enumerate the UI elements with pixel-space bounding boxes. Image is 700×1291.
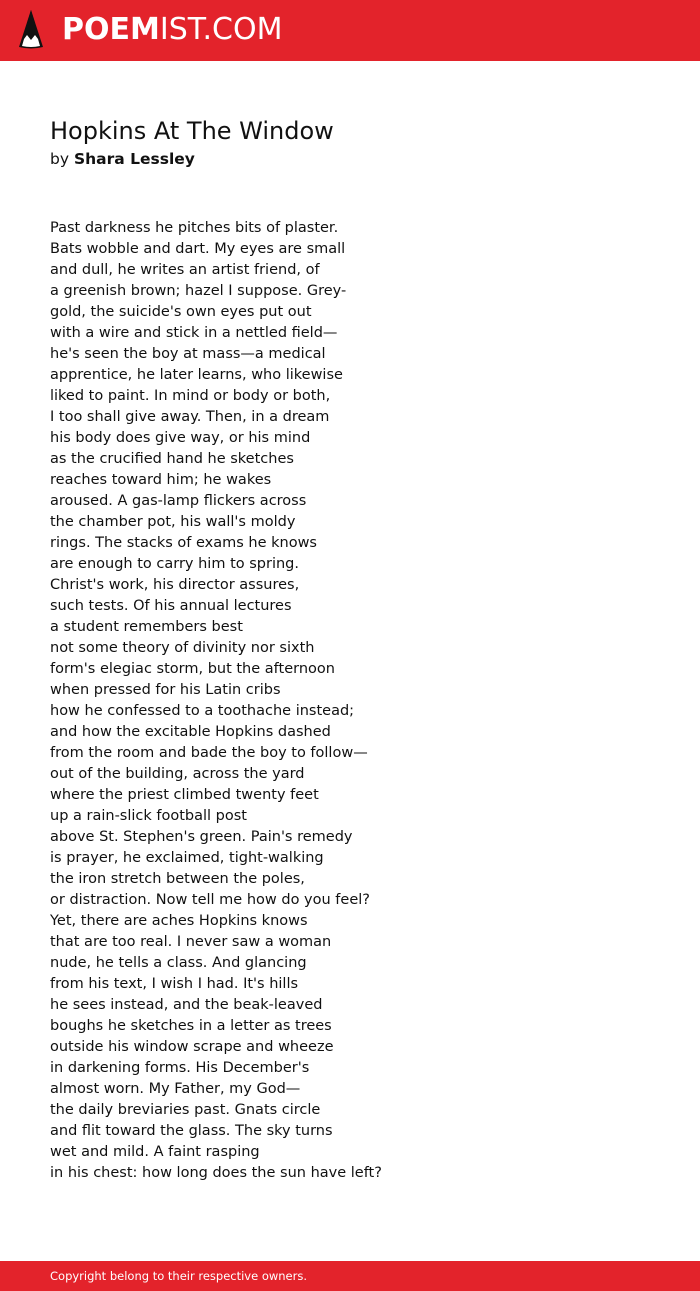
poem-line: the iron stretch between the poles, xyxy=(50,871,305,887)
poem-line: how he confessed to a toothache instead; xyxy=(50,703,355,719)
poem-line: in his chest: how long does the sun have left? xyxy=(50,1165,382,1181)
poem-line: form's elegiac storm, but the afternoon xyxy=(50,661,335,677)
poem-line: from the room and bade the boy to follow— xyxy=(50,745,368,761)
poem-line: that are too real. I never saw a woman xyxy=(50,934,332,950)
poem-line: from his text, I wish I had. It's hills xyxy=(50,976,299,992)
poem-line: gold, the suicide's own eyes put out xyxy=(50,304,312,320)
byline xyxy=(50,149,195,169)
poem-line: Past darkness he pitches bits of plaster. xyxy=(50,220,339,236)
poem-line: and how the excitable Hopkins dashed xyxy=(50,724,331,740)
site-logo[interactable] xyxy=(62,12,282,48)
poem-line: out of the building, across the yard xyxy=(50,766,305,782)
poem-line: in darkening forms. His December's xyxy=(50,1060,310,1076)
poem-line: when pressed for his Latin cribs xyxy=(50,682,281,698)
poem-line: Yet, there are aches Hopkins knows xyxy=(50,913,308,929)
poem-line: up a rain-slick football post xyxy=(50,808,247,824)
poem-line: or distraction. Now tell me how do you feel? xyxy=(50,892,370,908)
poem-line: not some theory of divinity nor sixth xyxy=(50,640,315,656)
poem-line: and flit toward the glass. The sky turns xyxy=(50,1123,333,1139)
poem-line: Bats wobble and dart. My eyes are small xyxy=(50,241,346,257)
poem-line: Christ's work, his director assures, xyxy=(50,577,300,593)
poem-line: a student remembers best xyxy=(50,619,243,635)
poem-line: the daily breviaries past. Gnats circle xyxy=(50,1102,321,1118)
logo-text-bold: POEM xyxy=(62,12,160,47)
poem-line: as the crucified hand he sketches xyxy=(50,451,294,467)
poem-line: and dull, he writes an artist friend, of xyxy=(50,262,320,278)
poem-line: I too shall give away. Then, in a dream xyxy=(50,409,330,425)
poem-body xyxy=(50,218,650,1184)
poem-line: reaches toward him; he wakes xyxy=(50,472,272,488)
pencil-tip-icon[interactable] xyxy=(17,9,45,51)
poem-line: above St. Stephen's green. Pain's remedy xyxy=(50,829,353,845)
author-name[interactable]: Shara Lessley xyxy=(73,150,195,168)
poem-line: aroused. A gas-lamp flickers across xyxy=(50,493,307,509)
poem-line: apprentice, he later learns, who likewise xyxy=(50,367,343,383)
poem-line: the chamber pot, his wall's moldy xyxy=(50,514,296,530)
by-label: by xyxy=(50,150,70,168)
poem-line: wet and mild. A faint rasping xyxy=(50,1144,260,1160)
poem-line: nude, he tells a class. And glancing xyxy=(50,955,307,971)
poem-line: almost worn. My Father, my God— xyxy=(50,1081,301,1097)
copyright-text: Copyright belong to their respective owners. xyxy=(50,1269,308,1283)
poem-line: outside his window scrape and wheeze xyxy=(50,1039,334,1055)
poem-line: his body does give way, or his mind xyxy=(50,430,311,446)
poem-line: are enough to carry him to spring. xyxy=(50,556,299,572)
poem-title: Hopkins At The Window xyxy=(50,117,334,145)
poem-line: such tests. Of his annual lectures xyxy=(50,598,292,614)
poem-line: boughs he sketches in a letter as trees xyxy=(50,1018,332,1034)
poem-line: rings. The stacks of exams he knows xyxy=(50,535,317,551)
footer-bar xyxy=(0,1261,700,1291)
logo-text-light: IST.COM xyxy=(159,12,283,47)
poem-line: is prayer, he exclaimed, tight-walking xyxy=(50,850,324,866)
poem-line: he's seen the boy at mass—a medical xyxy=(50,346,326,362)
poem-line: with a wire and stick in a nettled field— xyxy=(50,325,338,341)
poem-line: he sees instead, and the beak-leaved xyxy=(50,997,323,1013)
poem-line: where the priest climbed twenty feet xyxy=(50,787,319,803)
poem-line: liked to paint. In mind or body or both, xyxy=(50,388,331,404)
top-bar xyxy=(0,0,700,61)
poem-line: a greenish brown; hazel I suppose. Grey- xyxy=(50,283,347,299)
